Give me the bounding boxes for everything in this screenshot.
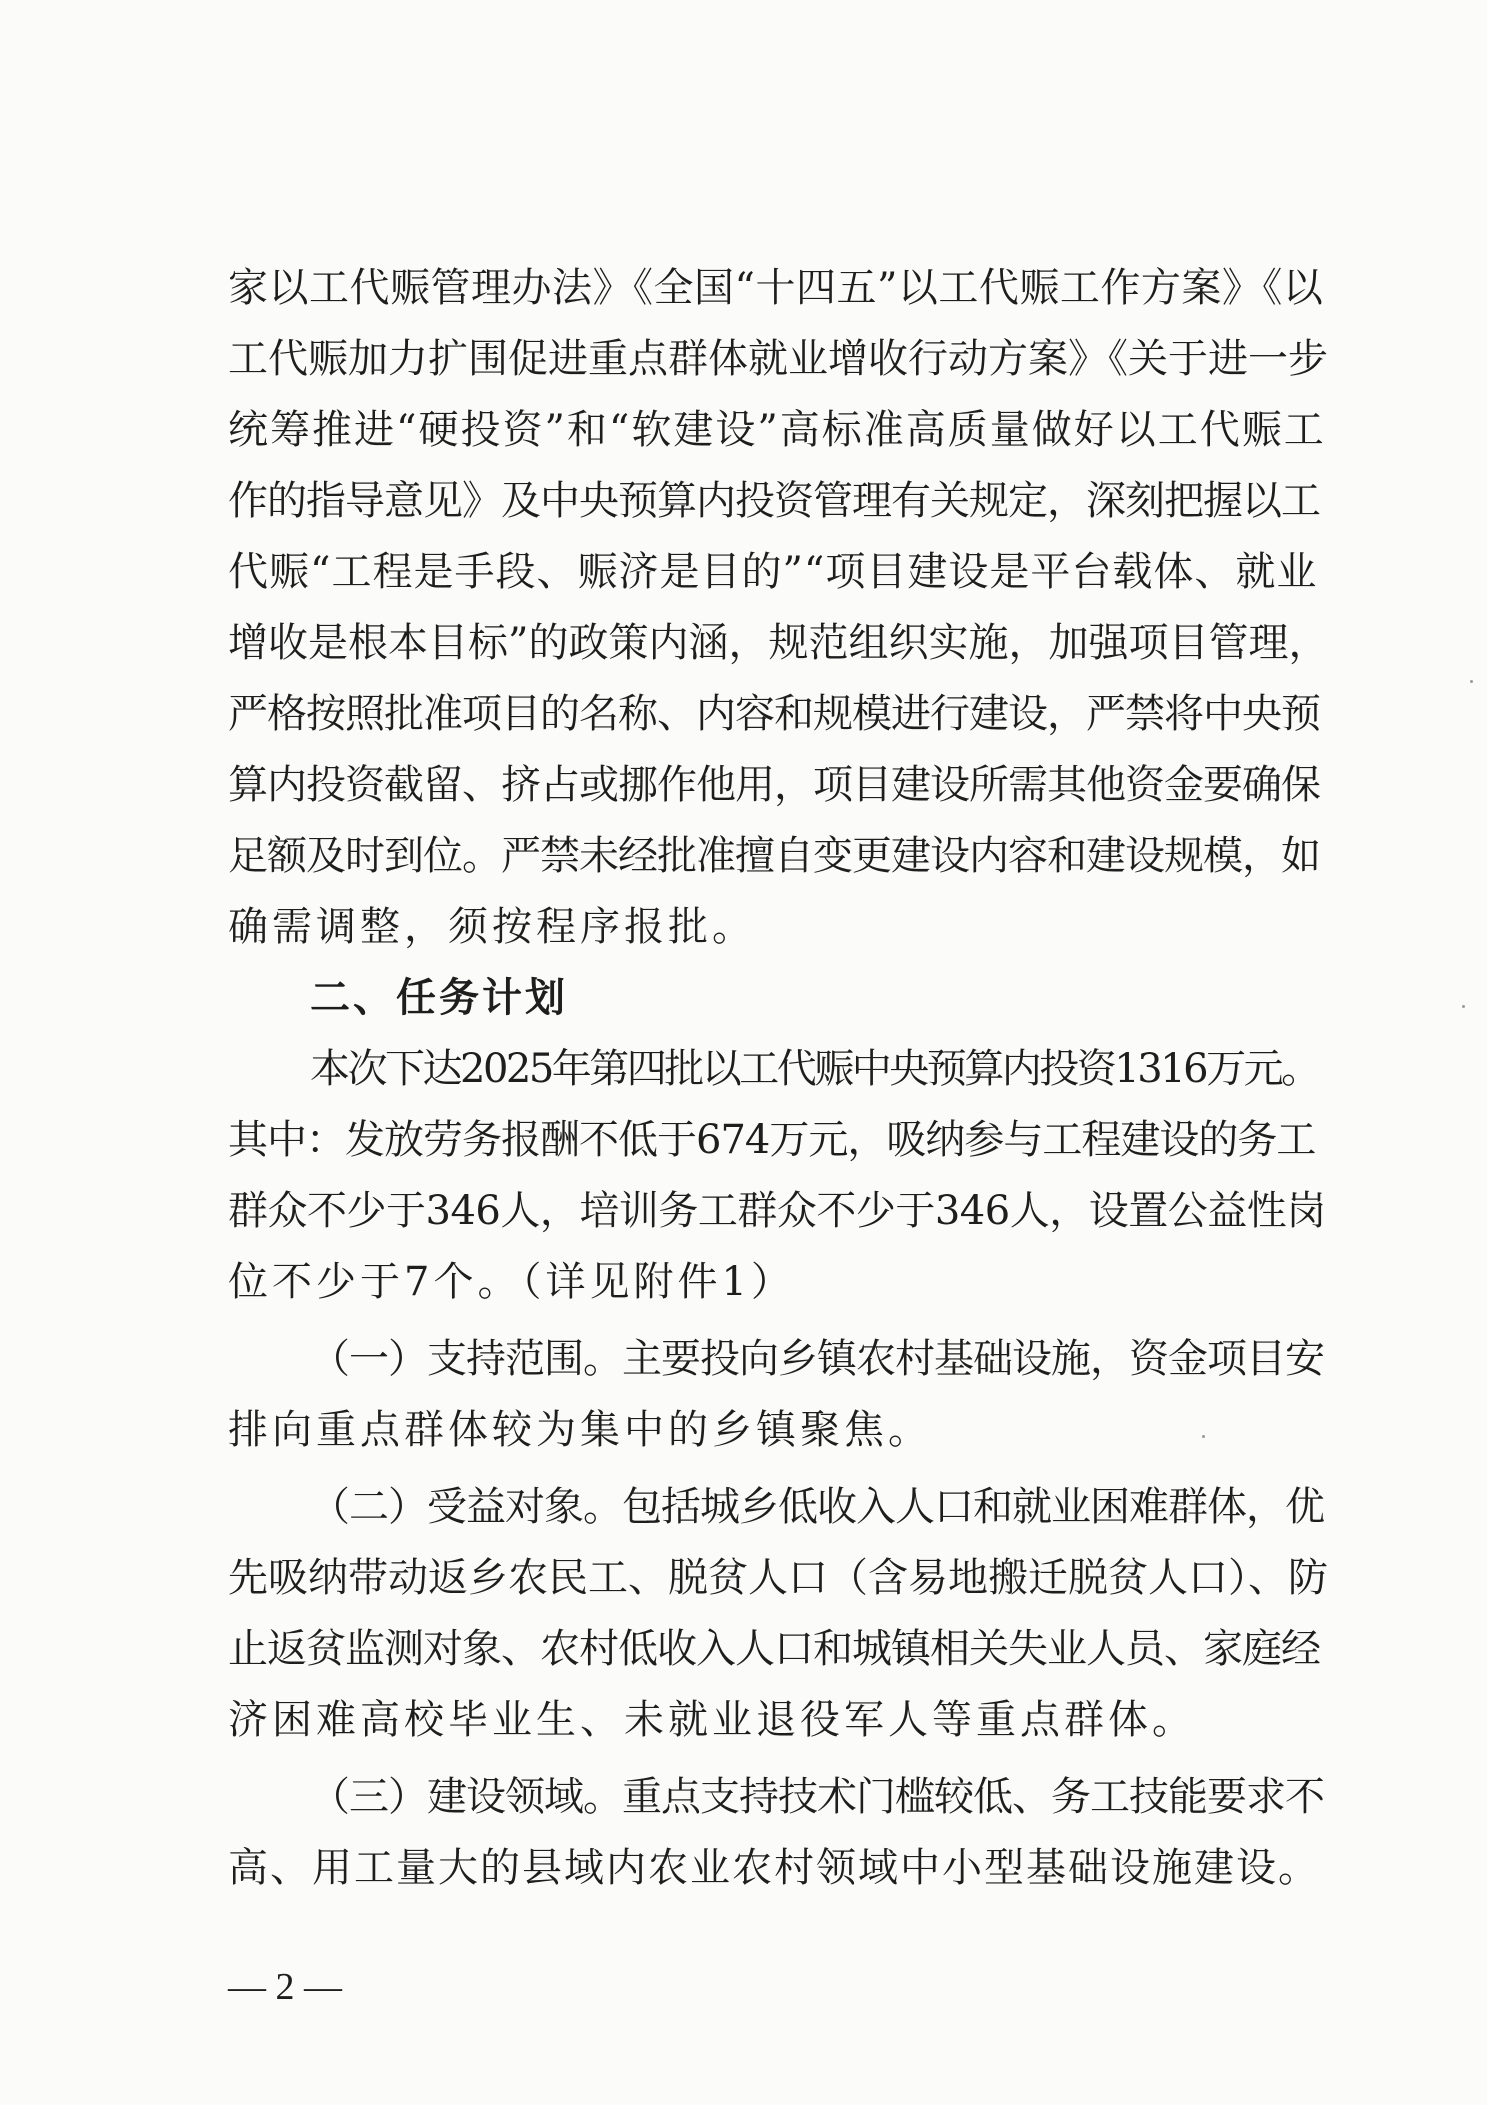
- body-line: 统筹推进“硬投资”和“软建设”高标准高质量做好以工代赈工: [228, 407, 1326, 453]
- section-heading: 二、任务计划: [310, 975, 568, 1021]
- body-line: 止返贫监测对象、农村低收入人口和城镇相关失业人员、家庭经: [228, 1626, 1320, 1672]
- body-line: 作的指导意见》及中央预算内投资管理有关规定，深刻把握以工: [228, 478, 1320, 524]
- body-line: （二）受益对象。包括城乡低收入人口和就业困难群体，优: [310, 1484, 1324, 1530]
- body-line: 足额及时到位。严禁未经批准擅自变更建设内容和建设规模，如: [228, 833, 1320, 879]
- body-line: 严格按照批准项目的名称、内容和规模进行建设，严禁将中央预: [228, 691, 1320, 737]
- scan-speck: [1470, 680, 1473, 683]
- body-line: 群众不少于346人，培训务工群众不少于346人，设置公益性岗: [228, 1188, 1326, 1234]
- body-line: 代赈“工程是手段、赈济是目的”“项目建设是平台载体、就业: [228, 549, 1318, 595]
- scan-speck: [1462, 1005, 1465, 1008]
- body-line: （三）建设领域。重点支持技术门槛较低、务工技能要求不: [310, 1774, 1324, 1820]
- body-line: 排向重点群体较为集中的乡镇聚焦。: [228, 1407, 932, 1453]
- body-line: 家以工代赈管理办法》《全国“十四五”以工代赈工作方案》《以: [228, 265, 1324, 311]
- body-line: （一）支持范围。主要投向乡镇农村基础设施，资金项目安: [310, 1336, 1324, 1382]
- body-line: 其中：发放劳务报酬不低于674万元，吸纳参与工程建设的务工: [228, 1117, 1316, 1163]
- body-line: 先吸纳带动返乡农民工、脱贫人口（含易地搬迁脱贫人口）、防: [228, 1555, 1328, 1601]
- body-line: 本次下达2025年第四批以工代赈中央预算内投资1316万元。: [310, 1046, 1319, 1092]
- body-line: 增收是根本目标”的政策内涵，规范组织实施，加强项目管理，: [228, 620, 1329, 666]
- body-line: 确需调整，须按程序报批。: [228, 904, 756, 950]
- scan-speck: [1202, 1435, 1205, 1438]
- body-line: 工代赈加力扩围促进重点群体就业增收行动方案》《关于进一步: [228, 336, 1328, 382]
- body-line: 算内投资截留、挤占或挪作他用，项目建设所需其他资金要确保: [228, 762, 1320, 808]
- body-line: 高、用工量大的县域内农业农村领域中小型基础设施建设。: [228, 1845, 1320, 1891]
- page-number: — 2 —: [228, 1966, 342, 2008]
- body-line: 济困难高校毕业生、未就业退役军人等重点群体。: [228, 1697, 1196, 1743]
- body-line: 位不少于7个。（详见附件1）: [228, 1259, 795, 1305]
